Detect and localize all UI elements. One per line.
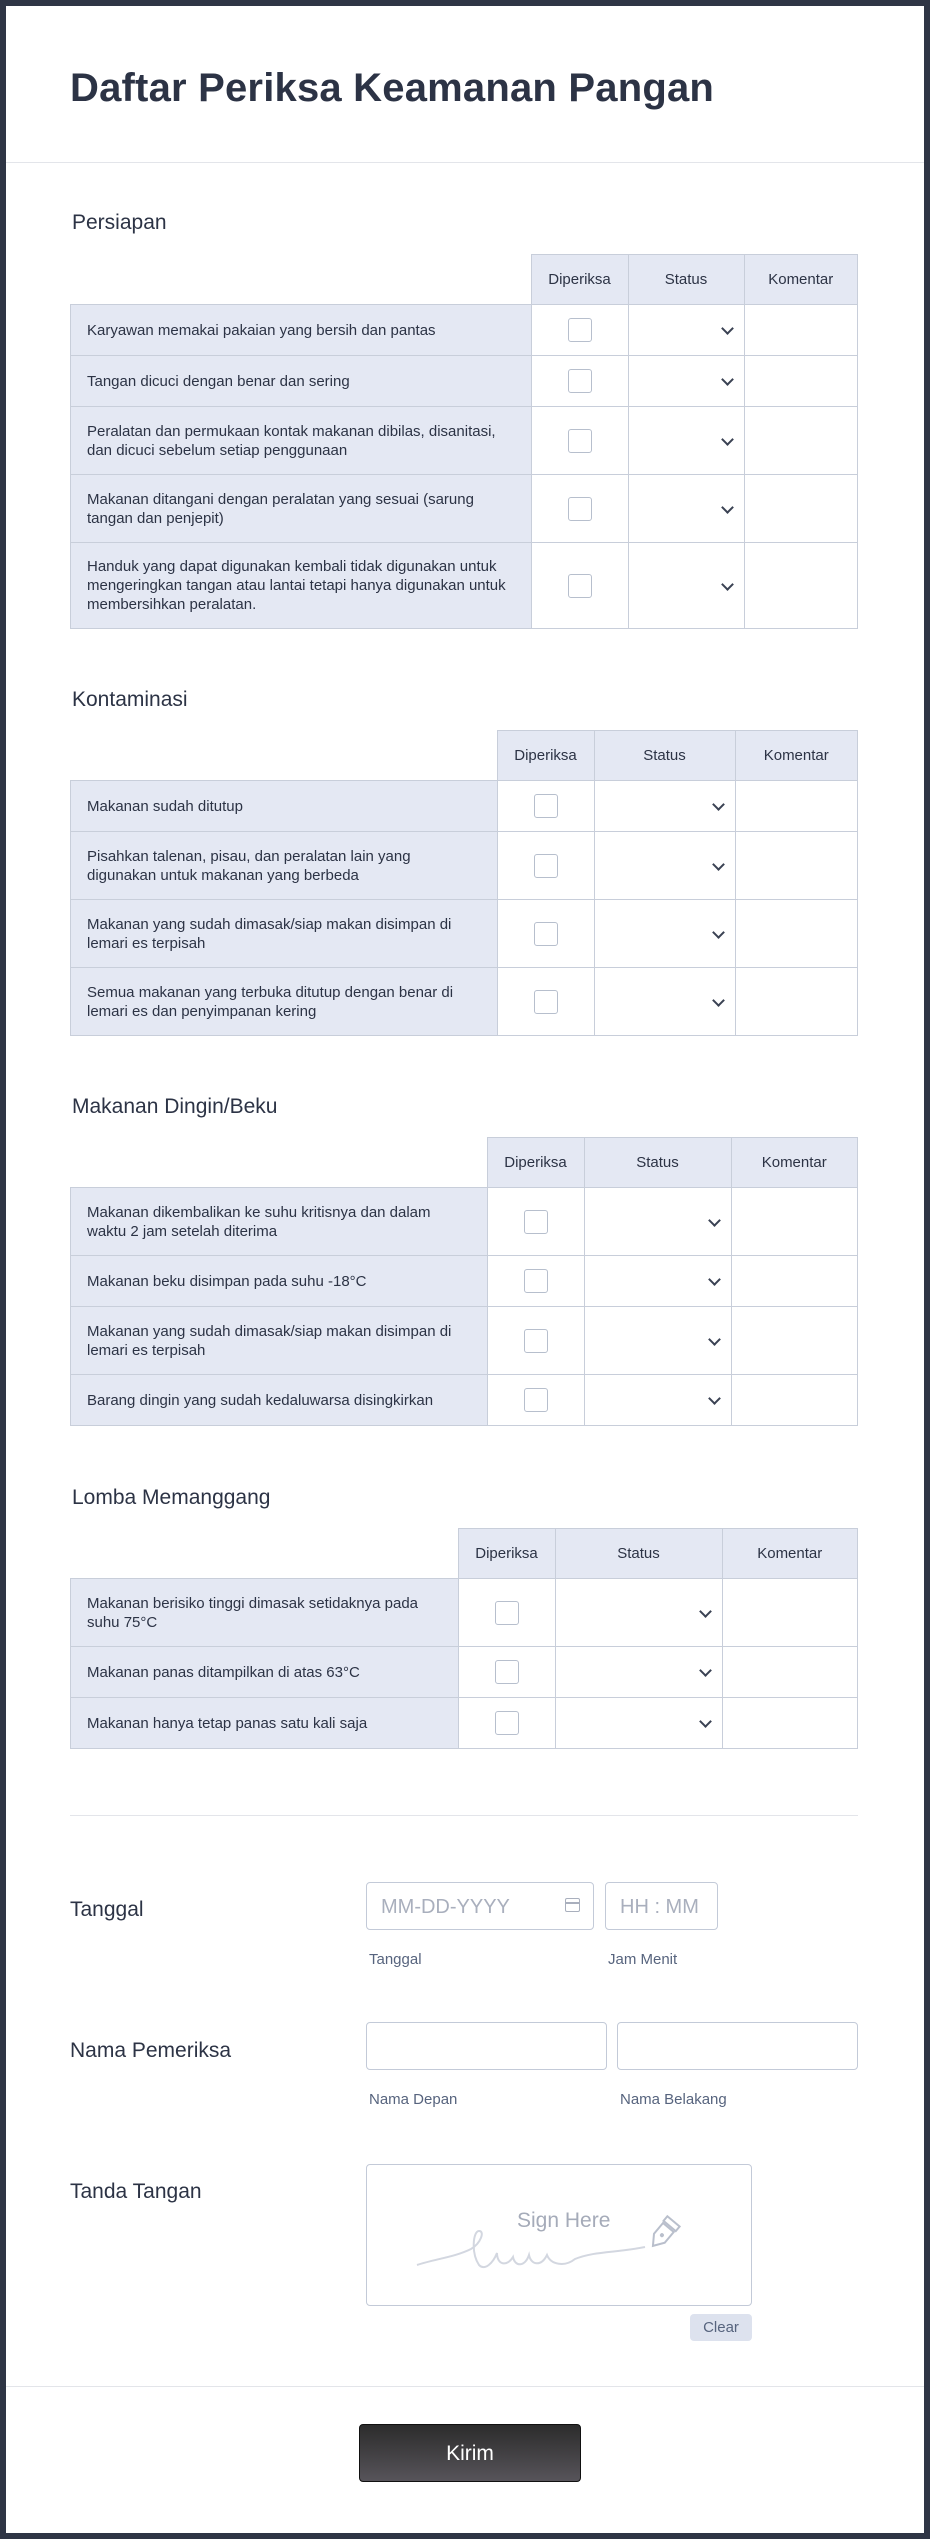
section-title-persiapan: Persiapan [72, 211, 167, 234]
status-select[interactable] [628, 475, 744, 543]
status-select[interactable] [628, 356, 744, 407]
row-question: Makanan yang sudah dimasak/siap makan disimpan di lemari es terpisah [71, 1307, 488, 1375]
status-select[interactable] [555, 1647, 722, 1698]
time-placeholder: HH : MM [620, 1896, 699, 1918]
matrix-header [71, 1138, 858, 1188]
row-question: Makanan ditangani dengan peralatan yang sesuai (sarung tangan dan penjepit) [71, 475, 532, 543]
checked-checkbox[interactable] [534, 794, 558, 818]
matrix-header [71, 1529, 858, 1579]
first-name-input[interactable] [366, 2022, 607, 2070]
table-row [71, 1579, 858, 1647]
chevron-down-icon [708, 1273, 721, 1286]
col-diperiksa: Diperiksa [458, 1529, 555, 1579]
status-select[interactable] [584, 1375, 731, 1426]
checked-checkbox[interactable] [568, 429, 592, 453]
calendar-icon[interactable] [565, 1898, 580, 1912]
col-komentar: Komentar [735, 731, 858, 781]
status-select[interactable] [594, 968, 735, 1036]
status-select[interactable] [628, 305, 744, 356]
col-diperiksa: Diperiksa [497, 731, 594, 781]
chevron-down-icon [721, 433, 734, 446]
row-question: Semua makanan yang terbuka ditutup dengan benar di lemari es dan penyimpanan kering [71, 968, 498, 1036]
table-row [71, 1375, 858, 1426]
comment-input[interactable] [731, 1307, 858, 1375]
form-card [6, 6, 924, 2533]
row-question: Karyawan memakai pakaian yang bersih dan pantas [71, 305, 532, 356]
status-select[interactable] [555, 1579, 722, 1647]
chevron-down-icon [712, 994, 725, 1007]
section-divider [70, 1815, 858, 1816]
section-title-makanan-dingin: Makanan Dingin/Beku [72, 1095, 278, 1118]
table-row [71, 832, 858, 900]
comment-input[interactable] [735, 832, 858, 900]
comment-input[interactable] [735, 900, 858, 968]
section-title-lomba-memanggang: Lomba Memanggang [72, 1486, 271, 1509]
row-question: Makanan berisiko tinggi dimasak setidaknya pada suhu 75°C [71, 1579, 459, 1647]
status-select[interactable] [555, 1698, 722, 1749]
checked-checkbox[interactable] [495, 1660, 519, 1684]
checked-checkbox[interactable] [524, 1269, 548, 1293]
checked-checkbox[interactable] [524, 1210, 548, 1234]
date-label: Tanggal [70, 1898, 144, 1921]
comment-input[interactable] [731, 1256, 858, 1307]
chevron-down-icon [712, 858, 725, 871]
checked-checkbox[interactable] [534, 990, 558, 1014]
comment-input[interactable] [744, 356, 858, 407]
row-question: Makanan beku disimpan pada suhu -18°C [71, 1256, 488, 1307]
chevron-down-icon [699, 1664, 712, 1677]
comment-input[interactable] [722, 1579, 858, 1647]
clear-signature-button[interactable]: Clear [690, 2314, 752, 2341]
col-status: Status [584, 1138, 731, 1188]
checked-checkbox[interactable] [568, 497, 592, 521]
chevron-down-icon [708, 1214, 721, 1227]
comment-input[interactable] [744, 475, 858, 543]
status-select[interactable] [628, 543, 744, 629]
checked-checkbox[interactable] [568, 369, 592, 393]
table-row [71, 1307, 858, 1375]
col-diperiksa: Diperiksa [487, 1138, 584, 1188]
row-question: Makanan yang sudah dimasak/siap makan disimpan di lemari es terpisah [71, 900, 498, 968]
row-question: Makanan sudah ditutup [71, 781, 498, 832]
time-sublabel: Jam Menit [608, 1951, 678, 1968]
status-select[interactable] [628, 407, 744, 475]
col-komentar: Komentar [731, 1138, 858, 1188]
signature-placeholder: Sign Here [517, 2209, 611, 2232]
time-input[interactable] [605, 1882, 718, 1930]
table-row [71, 1188, 858, 1256]
matrix-makanan-dingin [70, 1137, 858, 1426]
comment-input[interactable] [744, 305, 858, 356]
comment-input[interactable] [744, 407, 858, 475]
chevron-down-icon [708, 1392, 721, 1405]
header-divider [6, 162, 924, 163]
checked-checkbox[interactable] [534, 922, 558, 946]
row-question: Makanan dikembalikan ke suhu kritisnya dan dalam waktu 2 jam setelah diterima [71, 1188, 488, 1256]
form-title: Daftar Periksa Keamanan Pangan [70, 66, 715, 110]
chevron-down-icon [712, 926, 725, 939]
table-row [71, 543, 858, 629]
comment-input[interactable] [731, 1188, 858, 1256]
status-select[interactable] [584, 1188, 731, 1256]
chevron-down-icon [699, 1715, 712, 1728]
table-row [71, 356, 858, 407]
last-name-input[interactable] [617, 2022, 858, 2070]
matrix-persiapan [70, 254, 858, 629]
matrix-lomba-memanggang [70, 1528, 858, 1749]
checked-checkbox[interactable] [524, 1329, 548, 1353]
matrix-header [71, 731, 858, 781]
chevron-down-icon [721, 322, 734, 335]
matrix-kontaminasi [70, 730, 858, 1036]
col-komentar: Komentar [722, 1529, 858, 1579]
table-row [71, 781, 858, 832]
table-row [71, 475, 858, 543]
row-question: Pisahkan talenan, pisau, dan peralatan lain yang digunakan untuk makanan yang berbeda [71, 832, 498, 900]
col-diperiksa: Diperiksa [531, 255, 628, 305]
chevron-down-icon [721, 373, 734, 386]
chevron-down-icon [708, 1333, 721, 1346]
col-status: Status [594, 731, 735, 781]
status-select[interactable] [584, 1256, 731, 1307]
row-question: Barang dingin yang sudah kedaluwarsa disingkirkan [71, 1375, 488, 1426]
col-komentar: Komentar [744, 255, 858, 305]
checked-checkbox[interactable] [568, 318, 592, 342]
table-row [71, 1256, 858, 1307]
table-row [71, 968, 858, 1036]
chevron-down-icon [712, 798, 725, 811]
submit-button[interactable]: Kirim [359, 2424, 581, 2482]
checked-checkbox[interactable] [524, 1388, 548, 1412]
footer-divider [6, 2386, 924, 2387]
checked-checkbox[interactable] [568, 574, 592, 598]
signature-label: Tanda Tangan [70, 2180, 202, 2203]
row-question: Handuk yang dapat digunakan kembali tidak digunakan untuk mengeringkan tangan atau lantai tetapi hanya digunakan untuk membersihkan peralatan. [71, 543, 532, 629]
row-question: Tangan dicuci dengan benar dan sering [71, 356, 532, 407]
first-name-sublabel: Nama Depan [369, 2091, 458, 2108]
chevron-down-icon [699, 1605, 712, 1618]
row-question: Peralatan dan permukaan kontak makanan dibilas, disanitasi, dan dicuci sebelum setiap penggunaan [71, 407, 532, 475]
status-select[interactable] [594, 900, 735, 968]
inspector-name-label: Nama Pemeriksa [70, 2039, 232, 2062]
comment-input[interactable] [735, 781, 858, 832]
checked-checkbox[interactable] [534, 854, 558, 878]
comment-input[interactable] [744, 543, 858, 629]
status-select[interactable] [584, 1307, 731, 1375]
chevron-down-icon [721, 501, 734, 514]
table-row [71, 1647, 858, 1698]
table-row [71, 407, 858, 475]
chevron-down-icon [721, 578, 734, 591]
comment-input[interactable] [722, 1647, 858, 1698]
signature-scribble-icon [415, 2209, 715, 2279]
row-question: Makanan panas ditampilkan di atas 63°C [71, 1647, 459, 1698]
table-row [71, 305, 858, 356]
date-placeholder: MM-DD-YYYY [381, 1896, 510, 1918]
status-select[interactable] [594, 781, 735, 832]
col-status: Status [628, 255, 744, 305]
last-name-sublabel: Nama Belakang [620, 2091, 727, 2108]
checked-checkbox[interactable] [495, 1601, 519, 1625]
checked-checkbox[interactable] [495, 1711, 519, 1735]
date-sublabel: Tanggal [369, 1951, 422, 1968]
col-status: Status [555, 1529, 722, 1579]
table-row [71, 900, 858, 968]
status-select[interactable] [594, 832, 735, 900]
table-row [71, 1698, 858, 1749]
signature-pad[interactable] [366, 2164, 752, 2306]
comment-input[interactable] [722, 1698, 858, 1749]
row-question: Makanan hanya tetap panas satu kali saja [71, 1698, 459, 1749]
date-input[interactable] [366, 1882, 594, 1930]
section-title-kontaminasi: Kontaminasi [72, 688, 188, 711]
comment-input[interactable] [731, 1375, 858, 1426]
matrix-header [71, 255, 858, 305]
comment-input[interactable] [735, 968, 858, 1036]
